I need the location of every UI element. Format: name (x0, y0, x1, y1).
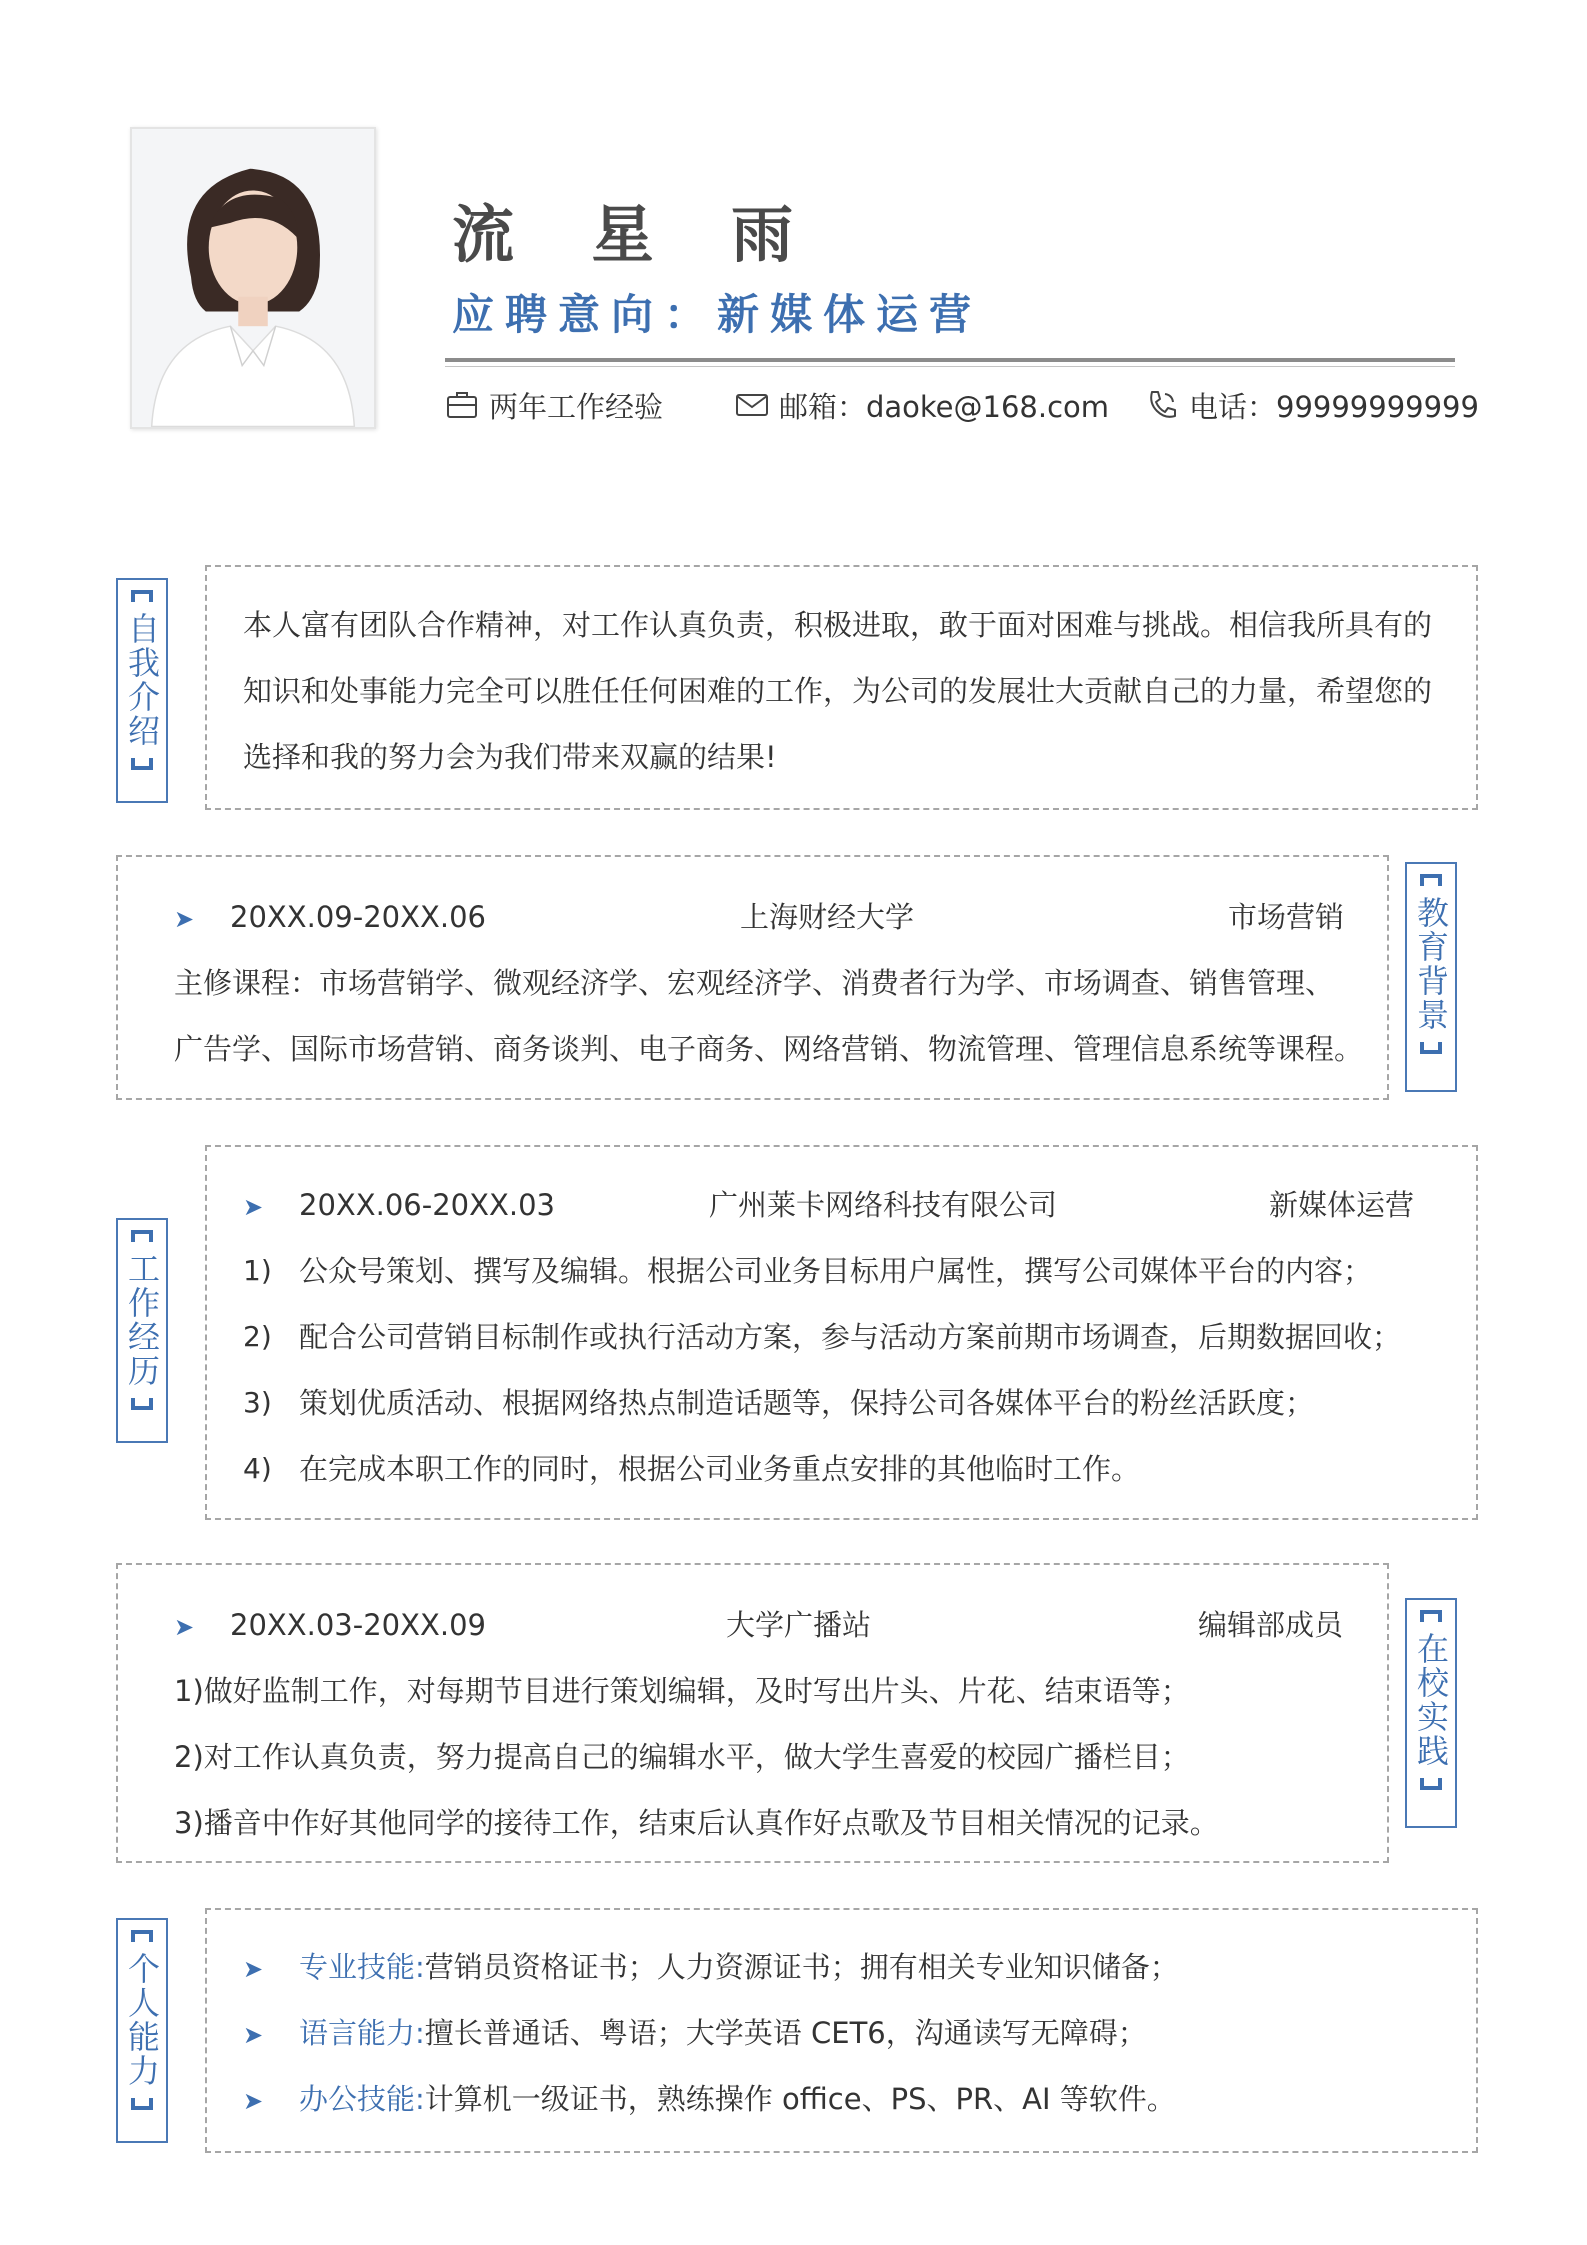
practice-role: 编辑部成员 (1198, 1608, 1344, 1642)
work-item: 配合公司营销目标制作或执行活动方案，参与活动方案前期市场调查，后期数据回收； (299, 1320, 1402, 1354)
experience-info (445, 385, 663, 425)
section-label-skills (116, 1918, 168, 2143)
section-label-education (1405, 862, 1457, 1092)
arrow-bullet-icon: ➤ (174, 1613, 195, 1641)
education-box (116, 855, 1389, 1100)
work-item: 策划优质活动、根据网络热点制造话题等，保持公司各媒体平台的粉丝活跃度； (299, 1386, 1315, 1420)
envelope-icon (735, 388, 769, 422)
self-intro-box (205, 565, 1478, 810)
edu-period: 20XX.09-20XX.06 (230, 900, 486, 934)
profile-photo (130, 127, 376, 429)
arrow-bullet-icon: ➤ (243, 1193, 264, 1221)
self-intro-text: 本人富有团队合作精神，对工作认真负责，积极进取，敢于面对困难与挑战。相信我所具有的知识和处事能力完全可以胜任任何困难的工作，为公司的发展壮大贡献自己的力量，希望您的选择和我的努力会为我们带来双赢的结果! (243, 608, 1433, 774)
work-period: 20XX.06-20XX.03 (299, 1188, 555, 1222)
skill-item: 语言能力:擅长普通话、粤语；大学英语 CET6，沟通读写无障碍； (299, 2016, 1147, 2050)
header-divider-thin (445, 366, 1455, 367)
list-number: 1) (243, 1254, 272, 1287)
edu-school: 上海财经大学 (740, 900, 915, 934)
phone-icon (1145, 388, 1179, 422)
section-label-self-intro (116, 578, 168, 803)
skills-box (205, 1908, 1478, 2153)
job-intent: 应聘意向：新媒体运营 (452, 290, 983, 339)
arrow-bullet-icon: ➤ (243, 2087, 264, 2115)
email-text: 邮箱：daoke@168.com (779, 389, 1110, 424)
arrow-bullet-icon: ➤ (243, 2021, 264, 2049)
edu-major: 市场营销 (1228, 900, 1345, 934)
list-number: 4) (243, 1452, 272, 1485)
skill-item: 专业技能:营销员资格证书；人力资源证书；拥有相关专业知识储备； (299, 1950, 1179, 1984)
experience-text: 两年工作经验 (489, 389, 664, 424)
bullet (243, 1947, 263, 1989)
skill-value: 擅长普通话、粤语；大学英语 CET6，沟通读写无障碍； (424, 2016, 1147, 2050)
work-item: 公众号策划、撰写及编辑。根据公司业务目标用户属性，撰写公司媒体平台的内容； (299, 1254, 1373, 1288)
skill-item: 办公技能:计算机一级证书，熟练操作 office、PS、PR、AI 等软件。 (299, 2082, 1176, 2116)
header-divider (445, 358, 1455, 362)
section-title: 教育背景 (1412, 896, 1450, 1032)
arrow-bullet-icon: ➤ (174, 905, 195, 933)
practice-period: 20XX.03-20XX.09 (230, 1608, 486, 1642)
practice-box (116, 1563, 1389, 1863)
candidate-name: 流 星 雨 (452, 198, 822, 271)
skill-key: 专业技能 (299, 1950, 416, 1984)
edu-courses-line1: 主修课程：市场营销学、微观经济学、宏观经济学、消费者行为学、市场调查、销售管理、 (174, 966, 1335, 1000)
briefcase-icon (445, 388, 479, 422)
practice-item: 1)做好监制工作，对每期节目进行策划编辑，及时写出片头、片花、结束语等； (174, 1674, 1190, 1708)
list-number: 2) (243, 1320, 272, 1353)
section-label-practice (1405, 1598, 1457, 1828)
list-number: 3) (243, 1386, 272, 1419)
work-position: 新媒体运营 (1269, 1188, 1415, 1222)
skill-value: 计算机一级证书，熟练操作 office、PS、PR、AI 等软件。 (424, 2082, 1176, 2116)
phone-text: 电话：99999999999 (1189, 389, 1479, 424)
bullet (243, 2013, 263, 2055)
phone-info (1145, 385, 1479, 425)
bullet (174, 1605, 194, 1647)
skill-key: 语言能力 (299, 2016, 416, 2050)
arrow-bullet-icon: ➤ (243, 1955, 264, 1983)
practice-item: 3)播音中作好其他同学的接待工作，结束后认真作好点歌及节目相关情况的记录。 (174, 1806, 1219, 1840)
section-title: 工作经历 (123, 1252, 161, 1388)
portrait-image (132, 129, 374, 427)
skill-key: 办公技能 (299, 2082, 416, 2116)
practice-org: 大学广播站 (726, 1608, 872, 1642)
bullet (174, 897, 194, 939)
skill-value: 营销员资格证书；人力资源证书；拥有相关专业知识储备； (424, 1950, 1179, 1984)
bullet (243, 1185, 263, 1227)
work-box (205, 1145, 1478, 1520)
work-company: 广州莱卡网络科技有限公司 (709, 1188, 1058, 1222)
practice-item: 2)对工作认真负责，努力提高自己的编辑水平，做大学生喜爱的校园广播栏目； (174, 1740, 1190, 1774)
edu-courses-line2: 广告学、国际市场营销、商务谈判、电子商务、网络营销、物流管理、管理信息系统等课程。 (174, 1032, 1364, 1066)
section-title: 自我介绍 (123, 612, 161, 748)
email-info (735, 385, 1109, 425)
work-item: 在完成本职工作的同时，根据公司业务重点安排的其他临时工作。 (299, 1452, 1141, 1486)
section-label-work (116, 1218, 168, 1443)
section-title: 在校实践 (1412, 1632, 1450, 1768)
bullet (243, 2079, 263, 2121)
section-title: 个人能力 (123, 1952, 161, 2088)
